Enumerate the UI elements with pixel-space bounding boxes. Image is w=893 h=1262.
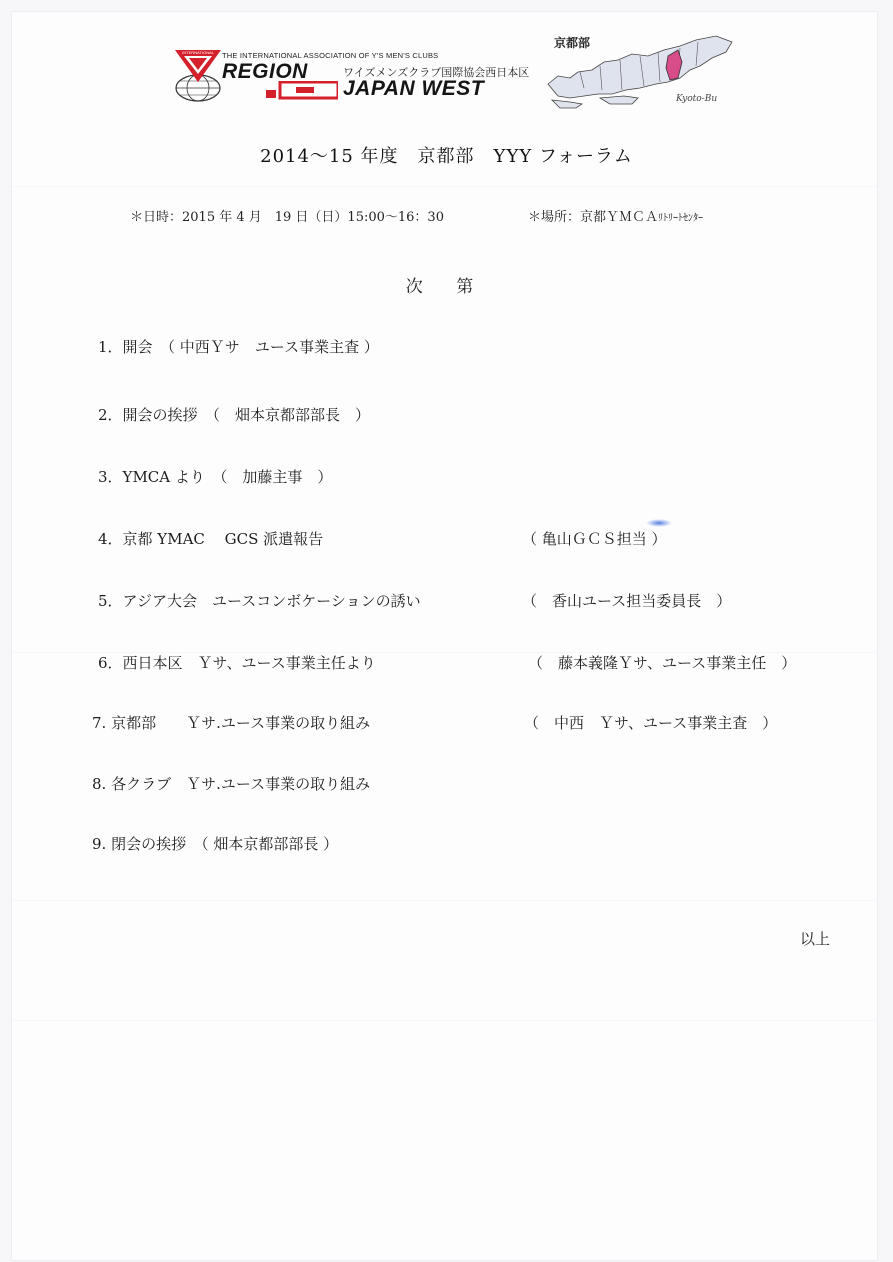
agenda-item-text: 1．開会 （ 中西Ｙサ ユース事業主査 ） (98, 338, 379, 356)
region-logo (172, 48, 530, 106)
map-label: 京都部 (554, 36, 591, 50)
agenda-item-1 (98, 336, 379, 357)
agenda-item-4 (98, 528, 667, 549)
agenda-item-6 (98, 652, 797, 673)
agenda-item-text: 2．開会の挨拶 （ 畑本京都部部長 ） (98, 406, 371, 424)
region-word: REGION (222, 60, 308, 83)
agenda-heading: 次 第 (405, 277, 488, 297)
event-info (130, 206, 704, 225)
agenda-item-8 (92, 773, 370, 794)
agenda-item-text: 5．アジア大会 ユースコンボケーションの誘い (98, 592, 421, 610)
association-line: THE INTERNATIONAL ASSOCIATION OF Y'S MEN'S CLUBS (222, 51, 439, 60)
ink-blot (646, 519, 672, 527)
map-caption: Kyoto-Bu (676, 94, 718, 104)
agenda-item-2 (98, 404, 370, 425)
agenda-item-text: 8. 各クラブ Ｙサ.ユース事業の取り組み (92, 775, 371, 793)
svg-text:INTERNATIONAL: INTERNATIONAL (182, 50, 214, 55)
agenda-item-presenter: （ 中西 Ｙサ、ユース事業主査 ） (524, 714, 778, 732)
agenda-item-text: 4．京都 YMAC GCS 派遣報告 (98, 530, 324, 548)
agenda-item-presenter: （ 香山ユース担当委員長 ） (522, 592, 732, 610)
event-datetime: ＊日時：2015 年 4 月 19 日（日）15:00〜16：30 (130, 210, 444, 225)
agenda-item-text: 9. 閉会の挨拶 （ 畑本京都部部長 ） (92, 835, 339, 853)
ys-men-emblem-icon (172, 48, 224, 104)
agenda-item-text: 7. 京都部 Ｙサ.ユース事業の取り組み (92, 714, 371, 732)
japan-west-word: JAPAN WEST (343, 77, 485, 100)
event-place-prefix: ＊場所：京都ＹＭＣＡ (528, 210, 659, 225)
agenda-item-5 (98, 590, 732, 611)
agenda-item-text: 3．YMCA より （ 加藤主事 ） (98, 468, 333, 486)
document-page (12, 12, 877, 1260)
closing-mark: 以上 (800, 930, 831, 948)
japanese-org-name: ワイズメンズクラブ国際協会西日本区 (343, 67, 530, 79)
agenda-item-7 (92, 712, 778, 733)
agenda-item-3 (98, 466, 332, 487)
agenda-item-presenter: （ 藤本義隆Ｙサ、ユース事業主任 ） (528, 654, 797, 672)
agenda-item-9 (92, 833, 338, 854)
region-number-graphic (266, 81, 338, 101)
document-title: 2014〜15 年度 京都部 YYY フォーラム (260, 146, 633, 167)
agenda-item-presenter: （ 亀山ＧＣＳ担当 ） (522, 530, 667, 548)
event-place-suffix: ﾘﾄﾘｰﾄｾﾝﾀｰ (658, 213, 704, 224)
agenda-item-text: 6．西日本区 Ｙサ、ユース事業主任より (98, 654, 376, 672)
region-map (540, 32, 740, 110)
event-place (528, 206, 703, 225)
